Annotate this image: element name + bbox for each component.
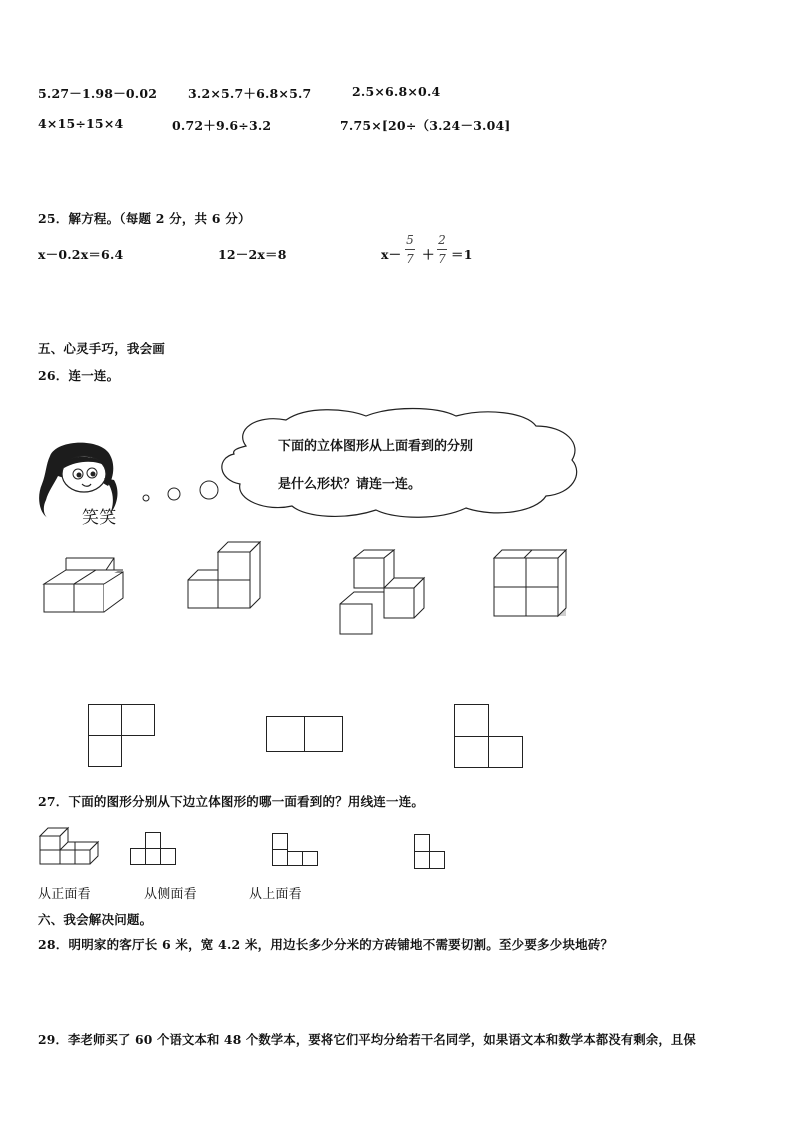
fraction-5-7: [405, 233, 415, 266]
question-29: 29．李老师买了 60 个语文本和 48 个数学本，要将它们平均分给若干名同学，如果语文本和数学本都没有剩余，且保: [38, 1032, 696, 1047]
fraction-denominator: 7: [406, 252, 414, 266]
cloud-text-line-1: 下面的立体图形从上面看到的分别: [278, 439, 474, 454]
calc-expression: 7.75×[20÷（3.24－3.04]: [340, 118, 511, 133]
q27-view-3: [414, 834, 448, 870]
top-view-shape-2: [266, 716, 346, 756]
equation-2: 12－2x＝8: [218, 247, 287, 262]
q27-view-1: [130, 832, 176, 866]
view-label-top: 从上面看: [249, 887, 302, 902]
calc-expression: 2.5×6.8×0.4: [352, 84, 441, 99]
question-27-title: 27．下面的图形分别从下边立体图形的哪一面看到的？用线连一连。: [38, 794, 425, 809]
question-25-title: 25．解方程。（每题 2 分，共 6 分）: [38, 211, 251, 226]
q27-solid-figure: [40, 824, 102, 868]
solid-figure-4: [492, 548, 570, 620]
calc-expression: 3.2×5.7＋6.8×5.7: [188, 86, 312, 101]
fraction-bar: [437, 249, 447, 250]
fraction-numerator: 2: [438, 233, 446, 247]
fraction-bar: [405, 249, 415, 250]
solid-figure-1: [44, 558, 128, 614]
view-label-front: 从正面看: [38, 887, 91, 902]
thought-bubbles: [140, 478, 220, 508]
fraction-numerator: 5: [406, 233, 414, 247]
plus-sign: ＋: [422, 247, 435, 262]
q27-view-2: [272, 833, 320, 867]
fraction-denominator: 7: [438, 252, 446, 266]
top-view-shape-3: [454, 704, 526, 770]
view-label-side: 从侧面看: [144, 887, 197, 902]
solid-figure-3: [340, 548, 430, 636]
top-view-shape-1: [88, 704, 158, 768]
equation-1: x－0.2x＝6.4: [38, 247, 124, 262]
fraction-2-7: [437, 233, 447, 266]
question-28: 28．明明家的客厅长 6 米，宽 4.2 米，用边长多少分米的方砖铺地不需要切割。至少要多少块地砖？: [38, 937, 614, 952]
calc-expression: 0.72＋9.6÷3.2: [172, 118, 272, 133]
cloud-text-line-2: 是什么形状？请连一连。: [278, 477, 422, 492]
equation-3-prefix: x－: [381, 247, 402, 262]
girl-name: 笑笑: [82, 508, 117, 528]
equation-3-suffix: ＝1: [451, 247, 473, 262]
question-26-title: 26．连一连。: [38, 368, 120, 383]
solid-figure-2: [188, 540, 268, 612]
section-6-heading: 六、我会解决问题。: [38, 912, 153, 927]
calc-expression: 4×15÷15×4: [38, 116, 124, 131]
calc-expression: 5.27－1.98－0.02: [38, 86, 158, 101]
section-5-heading: 五、心灵手巧，我会画: [38, 341, 166, 356]
thought-cloud: [216, 408, 584, 520]
